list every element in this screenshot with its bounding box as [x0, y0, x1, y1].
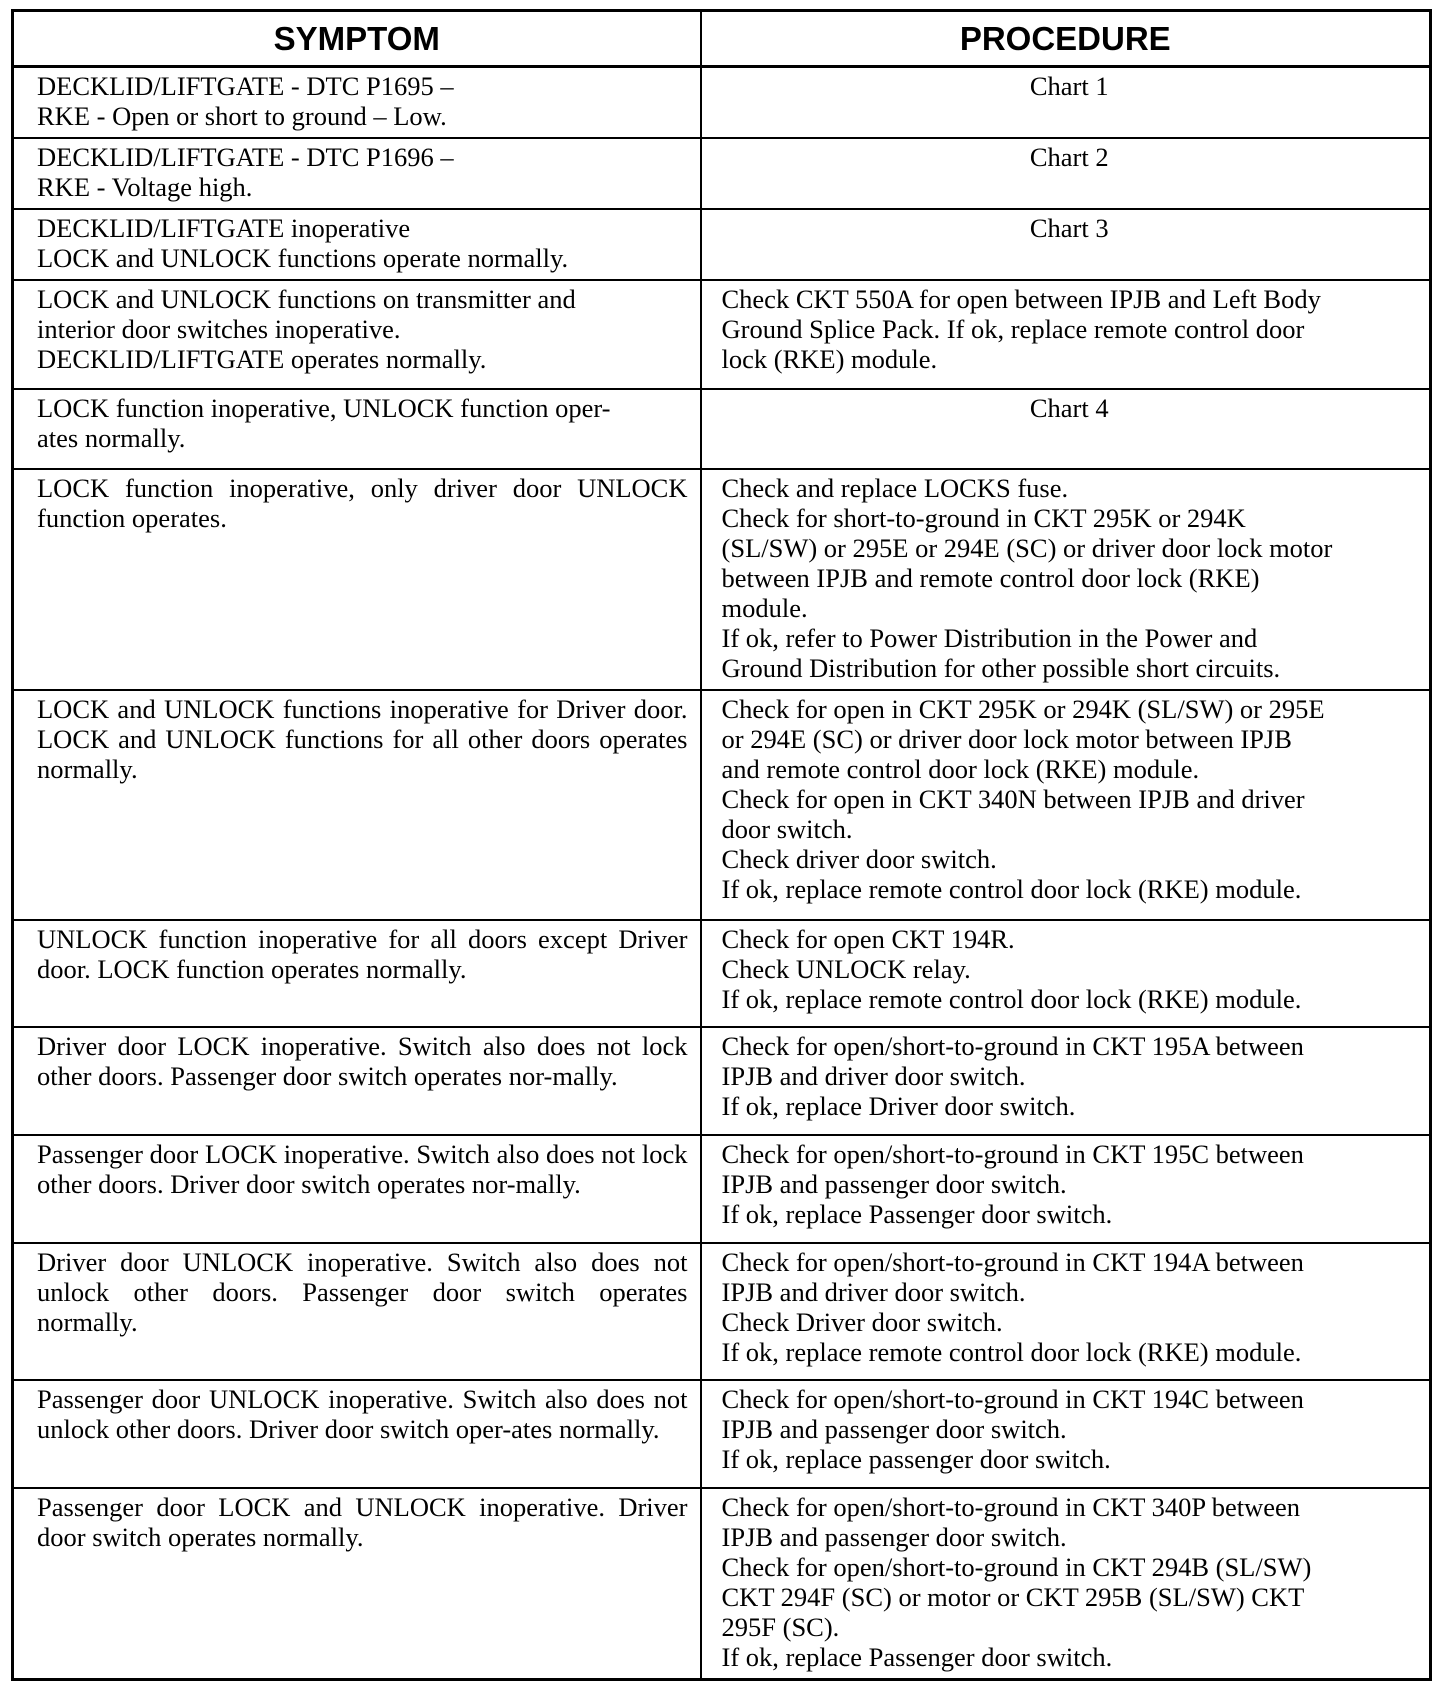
- symptom-cell: Passenger door LOCK and UNLOCK inoperative. Driver door switch operates normally.: [13, 1488, 701, 1680]
- table-row: [13, 67, 1431, 139]
- table-row: [13, 920, 1431, 1027]
- symptom-cell: DECKLID/LIFTGATE inoperative LOCK and UNLOCK functions operate normally.: [13, 209, 701, 280]
- procedure-cell: Check for open CKT 194R. Check UNLOCK relay. If ok, replace remote control door lock (RKE) module.: [701, 920, 1431, 1027]
- procedure-cell: Chart 3: [701, 209, 1431, 280]
- table-row: [13, 209, 1431, 280]
- symptom-cell: LOCK function inoperative, only driver door UNLOCK function operates.: [13, 469, 701, 690]
- table-row: [13, 469, 1431, 690]
- symptom-cell: Passenger door LOCK inoperative. Switch also does not lock other doors. Driver door switch operates nor-mally.: [13, 1135, 701, 1243]
- procedure-cell: Check for open/short-to-ground in CKT 194A between IPJB and driver door switch. Check Driver door switch. If ok, replace remote control door lock (RKE) module.: [701, 1243, 1431, 1380]
- table-row: [13, 1488, 1431, 1680]
- symptom-cell: UNLOCK function inoperative for all doors except Driver door. LOCK function operates normally.: [13, 920, 701, 1027]
- procedure-cell: Check CKT 550A for open between IPJB and Left Body Ground Splice Pack. If ok, replace remote control door lock (RKE) module.: [701, 280, 1431, 389]
- table-row: [13, 1135, 1431, 1243]
- table-row: [13, 389, 1431, 469]
- symptom-cell: Passenger door UNLOCK inoperative. Switch also does not unlock other doors. Driver door switch oper-ates normally.: [13, 1380, 701, 1488]
- procedure-cell: Check for open/short-to-ground in CKT 195A between IPJB and driver door switch. If ok, replace Driver door switch.: [701, 1027, 1431, 1135]
- symptom-cell: DECKLID/LIFTGATE - DTC P1695 – RKE - Open or short to ground – Low.: [13, 67, 701, 139]
- procedure-cell: Check for open in CKT 295K or 294K (SL/SW) or 295E or 294E (SC) or driver door lock motor between IPJB and remote control door lock (RKE) module. Check for open in CKT 340N between IPJB and driver door switch. Check driver door switch. If ok, replace remote control door lock (RKE) module.: [701, 690, 1431, 920]
- symptom-header: SYMPTOM: [13, 11, 701, 67]
- procedure-cell: Chart 1: [701, 67, 1431, 139]
- header-row: [13, 11, 1431, 67]
- procedure-cell: Chart 2: [701, 138, 1431, 209]
- procedure-cell: Check for open/short-to-ground in CKT 195C between IPJB and passenger door switch. If ok, replace Passenger door switch.: [701, 1135, 1431, 1243]
- table-row: [13, 690, 1431, 920]
- procedure-cell: Check and replace LOCKS fuse. Check for short-to-ground in CKT 295K or 294K (SL/SW) or 295E or 294E (SC) or driver door lock motor between IPJB and remote control door lock (RKE) module. If ok, refer to Power Distribution in the Power and Ground Distribution for other possible short circuits.: [701, 469, 1431, 690]
- table-body: [13, 67, 1431, 1680]
- symptom-cell: LOCK and UNLOCK functions inoperative for Driver door. LOCK and UNLOCK functions for all other doors operates normally.: [13, 690, 701, 920]
- symptom-procedure-table: [11, 9, 1432, 1681]
- procedure-header: PROCEDURE: [701, 11, 1431, 67]
- symptom-cell: Driver door LOCK inoperative. Switch also does not lock other doors. Passenger door switch operates nor-mally.: [13, 1027, 701, 1135]
- table-row: [13, 280, 1431, 389]
- procedure-cell: Chart 4: [701, 389, 1431, 469]
- symptom-cell: DECKLID/LIFTGATE - DTC P1696 – RKE - Voltage high.: [13, 138, 701, 209]
- procedure-cell: Check for open/short-to-ground in CKT 340P between IPJB and passenger door switch. Check for open/short-to-ground in CKT 294B (SL/SW) CKT 294F (SC) or motor or CKT 295B (SL/SW) CKT 295F (SC). If ok, replace Passenger door switch.: [701, 1488, 1431, 1680]
- symptom-cell: Driver door UNLOCK inoperative. Switch also does not unlock other doors. Passenger door switch operates normally.: [13, 1243, 701, 1380]
- table-row: [13, 138, 1431, 209]
- table-row: [13, 1027, 1431, 1135]
- symptom-cell: LOCK and UNLOCK functions on transmitter and interior door switches inoperative. DECKLID/LIFTGATE operates normally.: [13, 280, 701, 389]
- table-row: [13, 1243, 1431, 1380]
- procedure-cell: Check for open/short-to-ground in CKT 194C between IPJB and passenger door switch. If ok, replace passenger door switch.: [701, 1380, 1431, 1488]
- symptom-cell: LOCK function inoperative, UNLOCK function oper- ates normally.: [13, 389, 701, 469]
- table-row: [13, 1380, 1431, 1488]
